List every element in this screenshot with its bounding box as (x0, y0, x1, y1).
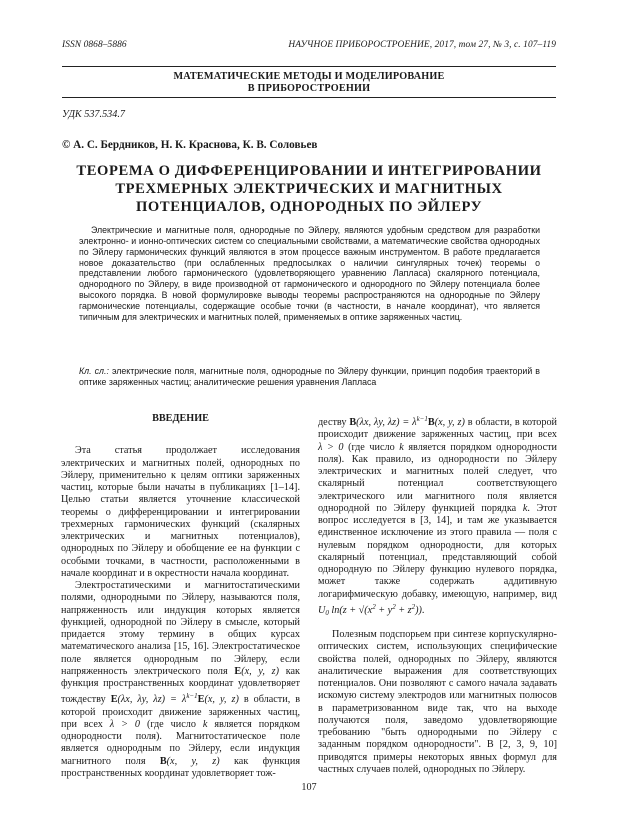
symbol-k-2: k (399, 441, 404, 453)
article-title (62, 162, 556, 216)
continuation-paragraph: деству B(λx, λy, $\lambda z) = \lambda^{k-1}B(x$, y, z) в области, в которой происходит движение заряженных частиц, при всех λ > 0 (где число k является порядком однородности поля). Как правило, из однородности по Эйлеру электрических и магнитных полей следует, что скалярный потенциал соответствующего электрического или магнитного поля является однородной по Эйлеру функцией порядка k. Этот вопрос исследуется в [3, 14], и там же указывается единственное исключение из этого правила — поля с нулевым порядком однородности, для которых скалярный потенциал, представляющий собой однородную по Эйлеру функцию нулевого порядка, может также содержать аддитивную логарифмическую добавку, имеющую, например, вид $U_0$ $\ln(z + √(x^2 + y^2 + z^2))$. (318, 415, 558, 617)
formula-lambda-positive: λ > 0 (109, 718, 140, 730)
section-title-line-2: В ПРИБОРОСТРОЕНИИ (247, 83, 371, 94)
formula-E-field: E(x, y, z) (234, 665, 280, 677)
cont-part-e: . Этот вопрос исследуется в [3, 14], и там же указывается единственное исключение из этого правила — поля с нулевым порядком однородности, для которых скалярный потенциал, представляющий собой однородную по Эйлеру функцию нулевого порядка, может также содержать аддитивную логарифмическую добавку, имеющую, например, вид (318, 502, 557, 600)
issn: ISSN 0868–5886 (62, 40, 127, 50)
cont-part-b: в области, в которой происходит движение заряженных частиц, при всех (318, 417, 558, 441)
keywords-label: Кл. сл.: (79, 366, 109, 376)
header-rule-top (62, 66, 556, 67)
intro-p2-part-f: как функция пространственных координат удовлетворяет тож- (61, 755, 301, 779)
intro-paragraph-2 (61, 580, 300, 780)
formula-lambda-positive-2: λ > 0 (318, 441, 344, 453)
intro-p2-part-c: в области, в которой происходит движение заряженных частиц, при всех (61, 694, 301, 730)
title-line-2: ТРЕХМЕРНЫХ ЭЛЕКТРИЧЕСКИХ И МАГНИТНЫХ (115, 181, 503, 197)
title-line-1: ТЕОРЕМА О ДИФФЕРЕНЦИРОВАНИИ И ИНТЕГРИРОВАНИИ (76, 163, 542, 179)
formula-log-term: $U_0$ $\ln(z + √(x^2 + y^2 + z^2))$ (318, 602, 422, 617)
right-column (318, 413, 557, 776)
right-paragraph-2: Полезным подспорьем при синтезе корпускулярно-оптических систем, использующих специфические свойства полей, однородных по Эйлеру, являются аналитические выражения для соответствующих потенциалов. Они позволяют с самого начала задавать искомую систему электродов или магнитных полюсов в параметризованном виде так, что на выходе получаются поля, заведомо удовлетворяющие требованию "быть однородными по Эйлеру с заданным порядком однородности". В [2, 3, 9, 10] приводятся примеры некоторых явных формул для частных случаев полей, однородных по Эйлеру. (318, 629, 557, 775)
formula-B-homogeneity: B(λx, λy, $\lambda z) = \lambda^{k-1}B(x$, y, z) (349, 415, 465, 428)
cont-part-d: является порядком однородности поля). Как правило, из однородности по Эйлеру электрических и магнитных полей следует, что скалярный потенциал соответствующего электрического или магнитного поля является однородной по Эйлеру функцией порядка (318, 441, 557, 514)
header-rule-bottom (62, 97, 556, 98)
symbol-k-3: k (522, 502, 528, 514)
keywords-text: электрические поля, магнитные поля, однородные по Эйлеру функции, принцип подобия траекторий в оптике заряженных частиц; аналитические решения уравнения Лапласа (79, 366, 540, 387)
intro-paragraph-1: Эта статья продолжает исследования электрических и магнитных полей, однородных по Эйлеру, применительно к целям оптики заряженных частиц, которые были начаты в публикациях [1–14]. Целью статьи является уточнение классической теоремы о дифференцировании и интегрировании трехмерных гармонических функций (скалярных электрических и магнитных потенциалов), однородных по Эйлеру и обобщение ее на функции с особыми точками, в частности, расположенными в начале координат и в окрестности начала координат. (61, 445, 300, 579)
authors-line (62, 139, 317, 151)
left-column (61, 413, 300, 780)
copyright-sign: © (62, 139, 71, 151)
formula-B-field: B(x, y, z) (159, 755, 220, 767)
cont-part-c: (где число (348, 441, 395, 453)
introduction-heading: ВВЕДЕНИЕ (152, 413, 209, 424)
udk-code: УДК 537.534.7 (62, 109, 125, 120)
section-title (62, 71, 556, 95)
running-header (62, 40, 556, 50)
section-title-line-1: МАТЕМАТИЧЕСКИЕ МЕТОДЫ И МОДЕЛИРОВАНИЕ (173, 71, 445, 82)
intro-p2-part-e: является порядком однородности поля). Магнитостатическое поле является однородным по Эйлеру, если индукция магнитного поля (61, 718, 300, 767)
title-line-3: ПОТЕНЦИАЛОВ, ОДНОРОДНЫХ ПО ЭЙЛЕРУ (135, 199, 483, 215)
intro-p2-part-a: Электростатическими и магнитостатическими полями, однородными по Эйлеру, называются поля, напряженность или индукция которых является функцией, однородной по Эйлеру в смысле, который придается этому термину в общих курсах математического анализа [15, 16]. Электростатическое поле является однородным по Эйлеру, если напряженность электрического поля (61, 580, 300, 677)
abstract (79, 225, 540, 323)
author-names: А. С. Бердников, Н. К. Краснова, К. В. Соловьев (73, 139, 318, 151)
journal-citation: НАУЧНОЕ ПРИБОРОСТРОЕНИЕ, 2017, том 27, № 3, c. 107–119 (288, 40, 556, 50)
formula-E-homogeneity: E(λx, λy, $\lambda z) = \lambda^{k-1}E(x$, y, z) (110, 692, 239, 706)
symbol-k: k (202, 718, 208, 730)
intro-p2-part-b: как функция пространственных координат удовлетворяет тождеству (61, 665, 301, 706)
cont-part-a: деству (318, 417, 347, 428)
intro-p2-part-d: (где число (146, 718, 196, 730)
abstract-text: Электрические и магнитные поля, однородные по Эйлеру, являются удобным средством для разработки электронно- и ионно-оптических систем со специальными свойствами, а математические свойства однородных по Эйлеру гармонических функций являются в этом процессе важным инструментом. В работе предлагается новое доказательство (при ослабленных предпосылках о наличии сингулярных точек) теоремы о представлении любого гармонического (удовлетворяющего уравнению Лапласа) скалярного потенциала, однородного по Эйлеру, в виде производной от гармонического и однородного по Эйлеру потенциала более высокого порядка. В новой формулировке выводы теоремы распространяются на однородные по Эйлеру гармонические потенциалы, содержащие особые точки (в частности, в начале координат), что является типичным для электрических и магнитных полей, применяемых в оптике заряженных частиц. (79, 225, 540, 322)
keywords (79, 366, 540, 388)
page-number: 107 (301, 782, 317, 793)
